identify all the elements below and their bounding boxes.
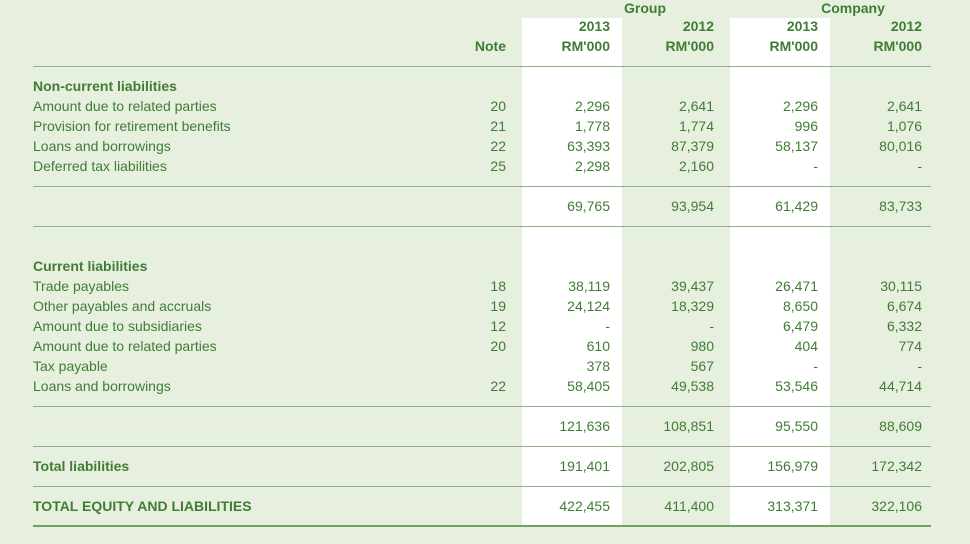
row-value: 53,546 [775, 378, 818, 394]
subtotal-value: 95,550 [775, 418, 818, 434]
grand-total-value: 411,400 [664, 498, 714, 514]
row-value: - [917, 158, 922, 174]
subtotal-value: 88,609 [879, 418, 922, 434]
row-value: 58,405 [567, 378, 610, 394]
row-value: 2,160 [678, 158, 714, 174]
row-note: 21 [490, 118, 506, 134]
row-value: 26,471 [775, 278, 818, 294]
row-note: 20 [490, 338, 506, 354]
year-header: 2013 [786, 18, 818, 34]
row-value: 63,393 [567, 138, 610, 154]
row-value: 24,124 [567, 298, 610, 314]
year-header: 2012 [890, 18, 922, 34]
company-2013-column-band [730, 18, 830, 526]
grand-total-value: 313,371 [767, 498, 818, 514]
row-value: 30,115 [880, 278, 922, 294]
row-note: 25 [490, 158, 506, 174]
row-value: 1,778 [574, 118, 610, 134]
row-value: 1,076 [886, 118, 922, 134]
row-label: Provision for retirement benefits [33, 118, 231, 134]
group-header: Group [624, 0, 666, 16]
row-value: 378 [586, 358, 610, 374]
group-2013-column-band [522, 18, 622, 526]
section-divider [33, 226, 931, 227]
subtotal-value: 93,954 [671, 198, 714, 214]
row-note: 18 [490, 278, 506, 294]
total-value: 202,805 [663, 458, 714, 474]
bottom-rule [33, 525, 931, 527]
row-value: 1,774 [678, 118, 714, 134]
subtotal-value: 121,636 [559, 418, 610, 434]
header-divider [33, 66, 931, 67]
row-value: - [709, 318, 714, 334]
row-note: 20 [490, 98, 506, 114]
row-value: 87,379 [671, 138, 714, 154]
row-value: 39,437 [671, 278, 714, 294]
row-value: 2,641 [678, 98, 714, 114]
row-label: Other payables and accruals [33, 298, 212, 314]
unit-header: RM'000 [665, 38, 714, 54]
subtotal-value: 61,429 [775, 198, 818, 214]
total-liabilities-label: Total liabilities [33, 458, 130, 474]
subtotal-divider [33, 406, 931, 407]
section-heading-current: Current liabilities [33, 258, 148, 274]
row-value: 6,479 [782, 318, 818, 334]
row-value: 567 [690, 358, 714, 374]
section-divider [33, 486, 931, 487]
row-value: 980 [690, 338, 714, 354]
row-value: 8,650 [782, 298, 818, 314]
row-label: Amount due to related parties [33, 338, 217, 354]
row-note: 22 [490, 138, 506, 154]
row-value: 6,332 [886, 318, 922, 334]
subtotal-divider [33, 186, 931, 187]
year-header: 2013 [578, 18, 610, 34]
unit-header: RM'000 [769, 38, 818, 54]
row-value: 2,641 [886, 98, 922, 114]
total-value: 172,342 [871, 458, 922, 474]
row-value: 2,296 [782, 98, 818, 114]
row-label: Amount due to related parties [33, 98, 217, 114]
row-value: - [813, 358, 818, 374]
row-value: 610 [586, 338, 610, 354]
row-label: Tax payable [33, 358, 108, 374]
row-label: Deferred tax liabilities [33, 158, 167, 174]
subtotal-value: 69,765 [567, 198, 610, 214]
grand-total-value: 322,106 [871, 498, 922, 514]
grand-total-value: 422,455 [559, 498, 610, 514]
total-value: 156,979 [767, 458, 818, 474]
row-value: 58,137 [775, 138, 818, 154]
row-label: Trade payables [33, 278, 129, 294]
row-value: 49,538 [671, 378, 714, 394]
row-note: 19 [490, 298, 506, 314]
row-value: 80,016 [879, 138, 922, 154]
year-header: 2012 [682, 18, 714, 34]
row-value: 18,329 [671, 298, 714, 314]
unit-header: RM'000 [561, 38, 610, 54]
row-label: Amount due to subsidiaries [33, 318, 202, 334]
section-divider [33, 446, 931, 447]
row-value: 6,674 [886, 298, 922, 314]
subtotal-value: 83,733 [879, 198, 922, 214]
row-value: 44,714 [879, 378, 922, 394]
section-heading-non-current: Non-current liabilities [33, 78, 177, 94]
row-note: 22 [490, 378, 506, 394]
row-value: - [605, 318, 610, 334]
row-label: Loans and borrowings [33, 138, 171, 154]
row-value: 2,296 [574, 98, 610, 114]
row-value: 774 [898, 338, 922, 354]
total-equity-liabilities-label: TOTAL EQUITY AND LIABILITIES [33, 498, 252, 514]
row-value: 996 [794, 118, 818, 134]
row-value: 2,298 [574, 158, 610, 174]
note-header: Note [474, 38, 506, 54]
row-value: - [813, 158, 818, 174]
company-header: Company [821, 0, 885, 16]
row-value: - [917, 358, 922, 374]
row-value: 404 [794, 338, 818, 354]
row-note: 12 [490, 318, 506, 334]
total-value: 191,401 [559, 458, 610, 474]
subtotal-value: 108,851 [663, 418, 714, 434]
unit-header: RM'000 [873, 38, 922, 54]
row-value: 38,119 [568, 278, 610, 294]
row-label: Loans and borrowings [33, 378, 171, 394]
